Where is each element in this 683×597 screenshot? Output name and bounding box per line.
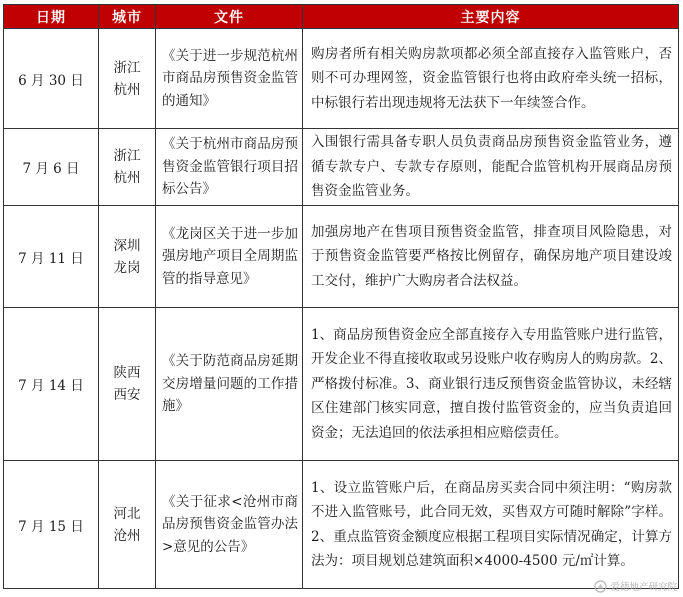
cell-city: 深圳 龙岗 xyxy=(99,206,156,308)
cell-file: 《关于杭州市商品房预售资金监管银行项目招标公告》 xyxy=(156,129,303,206)
cell-content: 购房者所有相关购房款项都必须全部直接存入监管账户，否则不可办理网签，资金监管银行也将由政府牵头统一招标，中标银行若出现违规将无法获下一年续签合作。 xyxy=(303,29,679,129)
policy-table xyxy=(3,4,679,589)
table-row xyxy=(4,461,679,589)
cell-file: 《关于进一步规范杭州市商品房预售资金监管的通知》 xyxy=(156,29,303,129)
cell-content: 加强房地产在售项目预售资金监管，排查项目风险隐患，对于预售资金监管要严格按比例留存，确保房地产项目建设竣工交付，维护广大购房者合法权益。 xyxy=(303,206,679,308)
header-file: 文件 xyxy=(156,5,303,29)
cell-content: 1、商品房预售资金应全部直接存入专用监管账户进行监管，开发企业不得直接收取或另设账户收存购房人的购房款。2、严格拨付标准。3、商业银行违反预售资金监管协议，未经辖区住建部门核实同意，擅自拨付监管资金的，应当负责追回资金；无法追回的依法承担相应赔偿责任。 xyxy=(303,308,679,461)
watermark xyxy=(594,579,677,593)
cell-content: 入围银行需具备专职人员负责商品房预售资金监管业务，遵循专款专户、专款专存原则，能配合监管机构开展商品房预售资金监管业务。 xyxy=(303,129,679,206)
cell-date: 7 月 14 日 xyxy=(4,308,99,461)
header-row xyxy=(4,5,679,29)
cell-file: 《关于征求<沧州市商品房预售资金监管办法>意见的公告》 xyxy=(156,461,303,589)
cell-date: 7 月 15 日 xyxy=(4,461,99,589)
cell-date: 6 月 30 日 xyxy=(4,29,99,129)
cell-file: 《龙岗区关于进一步加强房地产项目全周期监管的指导意见》 xyxy=(156,206,303,308)
table-row xyxy=(4,206,679,308)
table-row xyxy=(4,29,679,129)
cell-city: 河北 沧州 xyxy=(99,461,156,589)
cell-file: 《关于防范商品房延期交房增量问题的工作措施》 xyxy=(156,308,303,461)
cell-city: 浙江 杭州 xyxy=(99,29,156,129)
cell-city: 陕西 西安 xyxy=(99,308,156,461)
watermark-text: 爱德地产研究院 xyxy=(610,582,677,593)
cell-date: 7 月 6 日 xyxy=(4,129,99,206)
table-row xyxy=(4,308,679,461)
cell-content: 1、设立监管账户后，在商品房买卖合同中须注明：“购房款不进入监管账号，此合同无效，买售双方可随时解除”字样。2、重点监管资金额度应根据工程项目实际情况确定，计算方法为：项目规划总建筑面积×4000-4500 元/㎡计算。 xyxy=(303,461,679,589)
header-date: 日期 xyxy=(4,5,99,29)
header-content: 主要内容 xyxy=(303,5,679,29)
logo-icon xyxy=(594,580,607,593)
cell-date: 7 月 11 日 xyxy=(4,206,99,308)
cell-city: 浙江 杭州 xyxy=(99,129,156,206)
table-row xyxy=(4,129,679,206)
header-city: 城市 xyxy=(99,5,156,29)
